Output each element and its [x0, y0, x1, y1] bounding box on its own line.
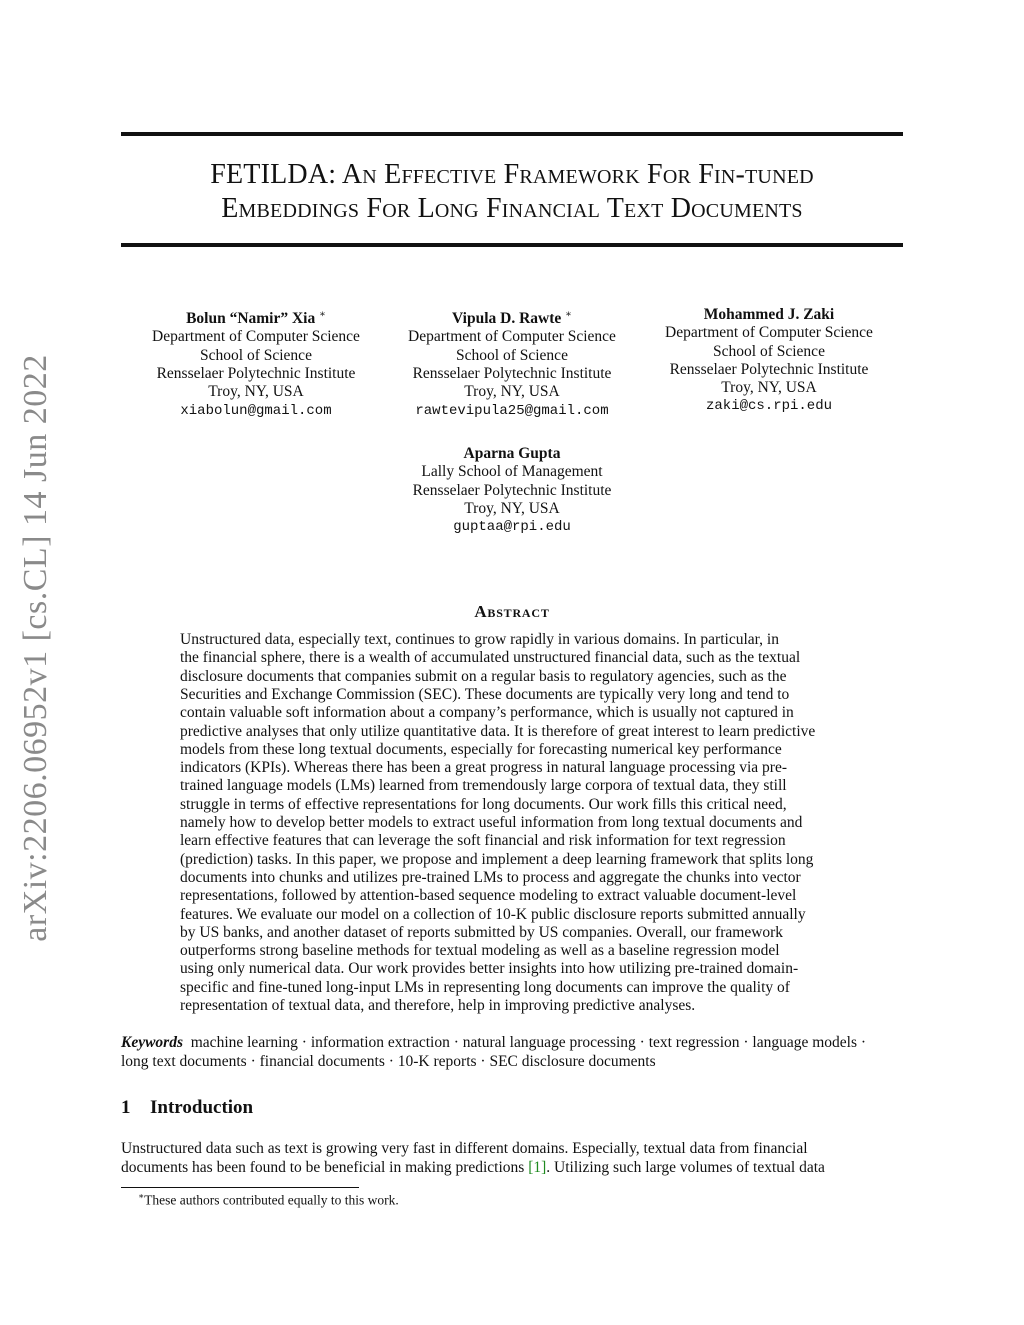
abstract-line: the financial sphere, there is a wealth of accumulated unstructured financial data, such as the textual: [180, 649, 801, 667]
footnote-mark: ∗: [138, 1191, 145, 1201]
author-department: Department of Computer Science: [152, 328, 360, 346]
author-department: Department of Computer Science: [408, 328, 616, 346]
abstract-line: indicators (KPIs). Whereas there has been a great progress in natural language processing via pre-: [180, 759, 787, 777]
keywords-line-1: [121, 1034, 903, 1052]
abstract-line: documents into chunks and utilizes pre-trained LMs to process and aggregate the chunks into vector: [180, 868, 801, 886]
author-location: Troy, NY, USA: [464, 383, 560, 401]
keywords-line-2: long text documents · financial documents · 10-K reports · SEC disclosure documents: [121, 1052, 656, 1070]
abstract-line: namely how to develop better models to extract useful information from long textual documents and: [180, 814, 803, 831]
author-email[interactable]: rawtevipula25@gmail.com: [415, 402, 609, 419]
abstract-line: disclosure documents that companies submit on a regular basis to regulatory agencies, such as the: [180, 667, 787, 685]
citation-link[interactable]: [1]: [528, 1158, 547, 1176]
footnote: [138, 1191, 399, 1209]
abstract-heading: Abstract: [474, 602, 550, 621]
title-rule-bottom: [121, 243, 903, 247]
author-school: School of Science: [200, 346, 312, 364]
abstract-line: trained language models (LMs) learned from tremendously large corpora of textual data, they still: [180, 777, 787, 795]
title-rule-top: [121, 132, 903, 136]
author-institution: Rensselaer Polytechnic Institute: [669, 360, 869, 378]
abstract-line: Securities and Exchange Commission (SEC). These documents are typically very long and tend to: [180, 685, 790, 703]
abstract-line: features. We evaluate our model on a collection of 10-K public disclosure reports submitted annually: [180, 905, 806, 923]
abstract-line: representations, followed by attention-based sequence modeling to extract valuable document-level: [180, 887, 797, 905]
abstract-line: outperforms strong baseline methods for textual modeling as well as a baseline regression model: [180, 942, 780, 960]
abstract-line: contain valuable soft information about a company’s performance, which is usually not captured in: [180, 704, 794, 722]
footnote-rule: [121, 1187, 359, 1188]
author-block: [382, 306, 642, 420]
section-number: 1: [121, 1097, 131, 1118]
author-block: [126, 306, 386, 420]
keywords-text: machine learning · information extraction · natural language processing · text regression · language models ·: [190, 1034, 867, 1051]
author-location: Troy, NY, USA: [208, 383, 304, 401]
paper-title: [121, 158, 903, 226]
author-department: Lally School of Management: [421, 463, 603, 481]
author-block: [382, 445, 642, 536]
equal-contribution-mark: ∗: [565, 309, 572, 320]
abstract-line: learn effective features that can leverage the soft financial and risk information for text regression: [180, 832, 786, 850]
author-institution: Rensselaer Polytechnic Institute: [156, 365, 356, 383]
author-block: [639, 306, 899, 416]
author-name: Aparna Gupta: [463, 445, 561, 462]
intro-line: Unstructured data such as text is growing very fast in different domains. Especially, textual data from financial: [121, 1140, 808, 1157]
author-institution: Rensselaer Polytechnic Institute: [412, 481, 612, 499]
abstract-line: struggle in terms of effective representations for long documents. Our work fills this critical need,: [180, 795, 787, 813]
section-heading: [121, 1097, 253, 1119]
arxiv-identifier-text: arXiv:2206.06952v1 [cs.CL] 14 Jun 2022: [17, 354, 54, 942]
author-department: Department of Computer Science: [665, 324, 873, 342]
author-email[interactable]: xiabolun@gmail.com: [180, 402, 332, 419]
equal-contribution-mark: ∗: [319, 309, 326, 320]
abstract-line: by US banks, and another dataset of reports submitted by US companies. Overall, our framework: [180, 923, 784, 941]
author-institution: Rensselaer Polytechnic Institute: [412, 365, 612, 383]
abstract-line: models from these long textual documents, especially for forecasting numerical key performance: [180, 740, 782, 758]
title-line-2: Embeddings For Long Financial Text Documents: [221, 193, 803, 224]
abstract-line: (prediction) tasks. In this paper, we propose and implement a deep learning framework that splits long: [180, 850, 814, 868]
author-email[interactable]: guptaa@rpi.edu: [453, 519, 571, 536]
abstract-line: Unstructured data, especially text, continues to grow rapidly in various domains. In particular, in: [180, 631, 779, 648]
author-location: Troy, NY, USA: [721, 379, 817, 397]
abstract-line: representation of textual data, and therefore, help in improving predictive analyses.: [180, 997, 696, 1014]
keywords-label: Keywords: [121, 1034, 183, 1051]
author-name: Mohammed J. Zaki: [703, 306, 835, 323]
author-school: School of Science: [456, 346, 568, 364]
author-name: Bolun “Namir” Xia ∗: [186, 309, 326, 328]
author-school: School of Science: [713, 342, 825, 360]
footnote-text: These authors contributed equally to this work.: [144, 1192, 399, 1208]
author-location: Troy, NY, USA: [464, 499, 560, 517]
section-title: Introduction: [150, 1097, 254, 1118]
abstract-line: using only numerical data. Our work provides better insights into how utilizing pre-trained domain-: [180, 960, 799, 978]
abstract-line: predictive analyses that only utilize quantitative data. It is therefore of great interest to learn predictive: [180, 722, 816, 740]
intro-line: documents has been found to be beneficial in making predictions [1]. Utilizing such large volumes of textual data: [121, 1158, 825, 1176]
author-email[interactable]: zaki@cs.rpi.edu: [705, 398, 833, 415]
abstract-line: specific and fine-tuned long-input LMs in representing long documents can improve the quality of: [180, 978, 790, 996]
title-line-1: FETILDA: An Effective Framework For Fin-tuned: [210, 159, 814, 190]
author-name: Vipula D. Rawte ∗: [452, 309, 572, 328]
